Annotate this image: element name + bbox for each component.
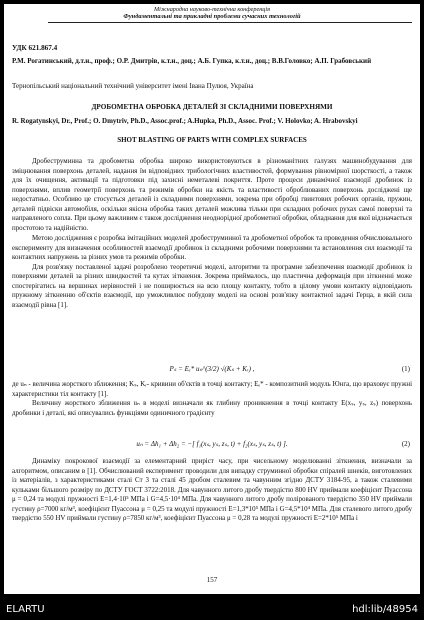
- paragraph-experiment: Динаміку покрокової взаємодії за елементарний приріст часу, при чисельному моделюванні зіткнення, визначали за алгоритмом, описаним в [1]. Обчислюваний експеримент проводили для випадку струминної обробки спіралей шнеків, виготовлених із матеріалів, з характеристиками сталі Ст 3 та сталі 45 дробом сталевим та чавунним згідно ДСТУ 3184-95, а також сталевими кульками більшого розміру по ДСТУ ГОСТ 3722:2018. Для чавунного литого дробу твердістю 800 HV приймали коефіцієнт Пуассона μ = 0,24 та модулі пружності E=1,4·10⁵ МПа і G=4,5·10⁴ МПа. Для чавунного литого дробу полірованого твердістю 350 HV приймали густину ρ=7000 кг/м³, коефіцієнт Пуассона μ = 0,25 та модулі пружності E=1,3*10⁵ МПа і G=4,5*10⁴ МПа. Для сталевого литого дробу твердістю 550 HV приймали густину ρ=7850 кг/м³, коефіцієнт Пуассона μ = 0,28 та модулі пружності E=2*10⁵ МПа і: [12, 457, 412, 522]
- body-block-1: [12, 157, 412, 310]
- footer-left-label: ELARTU: [6, 604, 45, 615]
- formula-2-number: (2): [401, 440, 410, 448]
- authors-ua: Р.М. Рогатинський, д.т.н., проф.; О.Р. Дмитрів, к.т.н., доц.; А.Б. Гупка, к.т.н., доц.; В.В.Головко; А.П. Грабовський: [12, 57, 372, 65]
- header-rule: [48, 22, 412, 23]
- page-number: 157: [206, 576, 218, 584]
- udk-code: УДК 621.867.4: [12, 44, 58, 52]
- paragraph-approach: Величину жорсткого зближення uₙ в моделі визначали як глибину проникнення в точці контакту E(xₛ, yₛ, zₛ) поверхонь дробинки і деталі, які описувались функціями одиничного градієнту: [12, 399, 412, 417]
- footer-right-label: hdl:lib/48954: [352, 604, 418, 615]
- affiliation: Тернопільський національний технічний університет імені Івана Пулюя, Україна: [12, 82, 254, 90]
- paragraph-goal: Метою дослідження є розробка імітаційних моделей дробеструминної та дробометної обробок та проведення обчислювального експерименту для визначення особливостей взаємодії дробинок із складними робочими поверхнями та встановлення сил взаємодії та контактних напружень за різних умов та режимів обробки.: [12, 234, 412, 261]
- paragraph-definitions: де uₙ - величина жорсткого зближення; Kₛ, Kᵣ- кривини об'єктів в точці контакту; Eₑ* - композитний модуль Юнга, що враховує пружні характеристики тіл контакту [1].: [12, 380, 412, 398]
- paragraph-intro: Дробеструминна та дробометна обробка широко використовуються в різноманітних галузях машинобудування для зміцнювання поверхонь деталей, надання їм відповідних трибологічних властивостей, формування рівномірної шорсткості, а також для їх очищення, активації та підготовки під захисні неметалеві покриття. Проте процеси динамічної взаємодії дробинок із поверхнями, вплив геометрії поверхонь та режимів обробки на якість та властивості оброблюваних поверхонь досліджені ще недостатньо. Особливо це стосується деталей із складними поверхнями, зокрема при обробці гвинтових робочих органів, пружин, деталей підвіски автомобіля, оскільки якісна обробка таких деталей можлива тільки при складних робочих рухах самої поверхні та направленого сопла. При цьому важливим є також дослідження неоднорідної дробометної обробки, обладнання для якої відзначається простотою та надійністю.: [12, 157, 412, 232]
- conference-title-header: Фундаментальні та прикладні проблеми сучасних технологій: [123, 13, 301, 20]
- formula-1-number: (1): [401, 365, 410, 373]
- conference-header: Міжнародна науково-технічна конференція: [154, 6, 270, 13]
- title-en: SHOT BLASTING OF PARTS WITH COMPLEX SURFACES: [117, 136, 307, 144]
- paper-page: [4, 4, 420, 594]
- title-ua: ДРОБОМЕТНА ОБРОБКА ДЕТАЛЕЙ ЗІ СКЛАДНИМИ ПОВЕРХНЯМИ: [91, 103, 333, 111]
- formula-1: Pₛ = Eₑ* uₙ^(3/2) √(Kₛ + Kᵣ) ,: [169, 365, 255, 373]
- formula-2: uₙ = Δh₁ + Δh₂ = −[ f₁(xₛ, yₛ, zₛ, t) + f₂(xₛ, yₛ, zₛ, t) ].: [136, 440, 288, 448]
- authors-en: R. Rogatynskyi, Dr., Prof.; O. Dmytriv, Ph.D., Assoc.prof.; A.Hupka, Ph.D., Assoc. Prof.; V. Holovko; A. Hrabovskyi: [12, 117, 358, 125]
- paragraph-method: Для розв'язку поставленої задачі розроблено теоретичні моделі, алгоритми та програмне забезпечення взаємодії дробинок із поверхнями деталей за різних швидкостей та кутах зіткнення. Зокрема приймалось, що пластична деформація при зіткненні може спостерігатись на вершинах нерівностей і не поширюється на всю площу контакту, тобто в цілому умови контакту відповідають пружному зіткненню об'єктів взаємодії, що уможливлює побудову моделі на основі розв'язку контактної задачі Герца, в якій сила взаємодії рівна [1].: [12, 262, 412, 309]
- body-block-2: [12, 380, 412, 418]
- body-block-3: [12, 457, 412, 524]
